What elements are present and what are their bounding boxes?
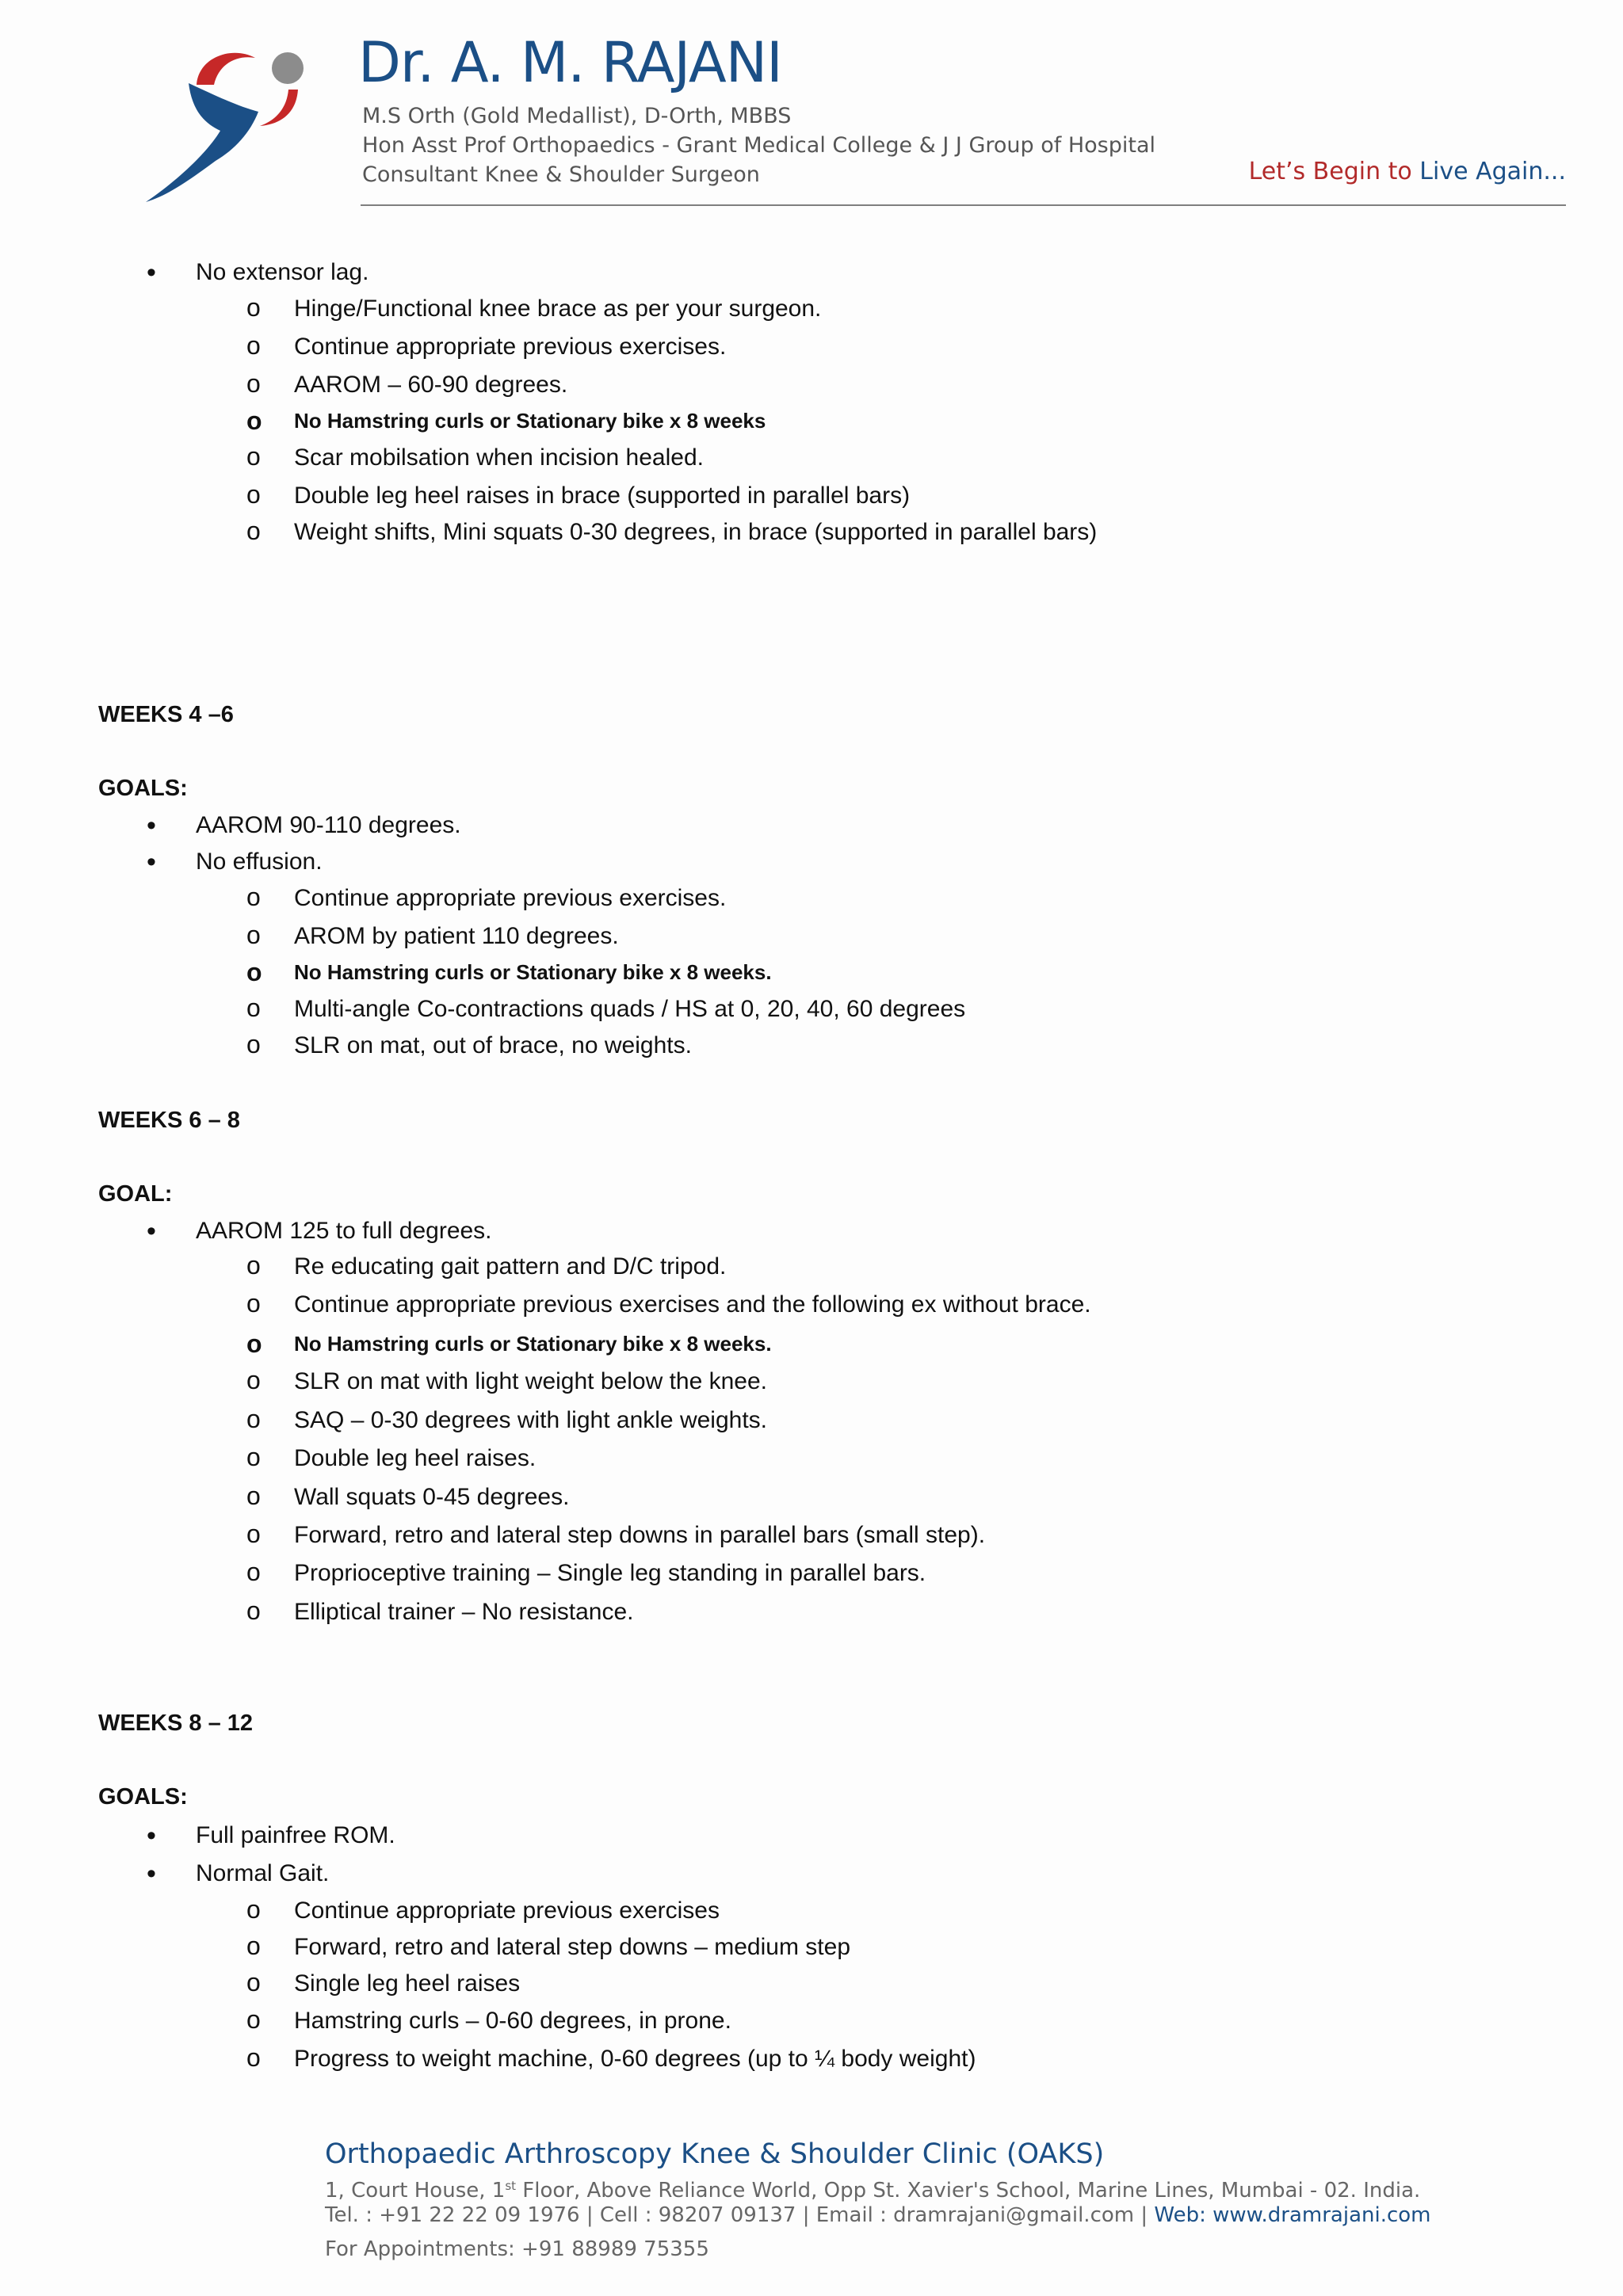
address-part: 1, Court House, 1 (325, 2179, 506, 2203)
exercise-item: o SAQ – 0-30 degrees with light ankle weights. (294, 1409, 767, 1432)
clinic-contact (325, 2205, 1431, 2225)
goal-bullet: • No effusion. (196, 850, 323, 874)
exercise-item: o Hinge/Functional knee brace as per your surgeon. (294, 297, 821, 321)
exercise-item-warning: o No Hamstring curls or Stationary bike x 8 weeks. (294, 962, 772, 982)
clinic-address (325, 2180, 1420, 2201)
exercise-item: o Scar mobilsation when incision healed. (294, 446, 704, 470)
exercise-item: o Double leg heel raises in brace (supported in parallel bars) (294, 484, 910, 508)
exercise-item: o Re educating gait pattern and D/C tripod. (294, 1255, 726, 1279)
tagline-part-2: Live Again... (1419, 158, 1566, 185)
clinic-name: Orthopaedic Arthroscopy Knee & Shoulder Clinic (OAKS) (325, 2138, 1105, 2170)
exercise-item: o Continue appropriate previous exercises (294, 1899, 720, 1923)
goal-bullet: • AAROM 90-110 degrees. (196, 814, 461, 837)
exercise-item: o Progress to weight machine, 0-60 degrees (up to ¼ body weight) (294, 2047, 976, 2071)
header-divider (361, 204, 1566, 206)
goal-bullet: • AAROM 125 to full degrees. (196, 1219, 492, 1243)
doctor-position: Hon Asst Prof Orthopaedics - Grant Medical College & J J Group of Hospital (362, 133, 1156, 158)
exercise-item: o SLR on mat, out of brace, no weights. (294, 1034, 692, 1058)
appointments-line: For Appointments: +91 88989 75355 (325, 2237, 709, 2261)
doctor-specialty: Consultant Knee & Shoulder Surgeon (362, 162, 760, 187)
contact-details: Tel. : +91 22 22 09 1976 | Cell : 98207 09137 | Email : dramrajani@gmail.com | (325, 2203, 1155, 2227)
goals-label: GOAL: (98, 1181, 173, 1207)
exercise-item: o SLR on mat with light weight below the knee. (294, 1370, 767, 1394)
goals-label: GOALS: (98, 1784, 188, 1810)
exercise-item: o Weight shifts, Mini squats 0-30 degrees, in brace (supported in parallel bars) (294, 521, 1097, 544)
exercise-item: o Forward, retro and lateral step downs – medium step (294, 1936, 850, 1959)
address-superscript: st (505, 2179, 517, 2193)
exercise-item: o Continue appropriate previous exercises and the following ex without brace. (294, 1293, 1091, 1317)
exercise-item: o Elliptical trainer – No resistance. (294, 1600, 634, 1624)
exercise-item: o Forward, retro and lateral step downs in parallel bars (small step). (294, 1524, 985, 1547)
exercise-item-warning: o No Hamstring curls or Stationary bike x 8 weeks. (294, 1333, 772, 1354)
section-heading: WEEKS 8 – 12 (98, 1711, 254, 1736)
exercise-item: o AAROM – 60-90 degrees. (294, 373, 567, 397)
exercise-item: o Continue appropriate previous exercises. (294, 335, 726, 359)
tagline (1249, 160, 1566, 184)
exercise-item: o Single leg heel raises (294, 1972, 520, 1996)
exercise-item: o Multi-angle Co-contractions quads / HS at 0, 20, 40, 60 degrees (294, 997, 965, 1021)
goal-bullet: • Full painfree ROM. (196, 1824, 395, 1848)
exercise-item: o Double leg heel raises. (294, 1447, 536, 1470)
doctor-name: Dr. A. M. RAJANI (358, 30, 782, 95)
tagline-part-1: Let’s Begin to (1248, 158, 1420, 185)
website-link[interactable]: Web: www.dramrajani.com (1154, 2203, 1431, 2227)
running-figure-logo-icon (143, 44, 349, 210)
exercise-item: o Continue appropriate previous exercises. (294, 887, 726, 910)
goal-bullet: • Normal Gait. (196, 1862, 329, 1886)
address-part: Floor, Above Reliance World, Opp St. Xavier's School, Marine Lines, Mumbai - 02. India. (516, 2179, 1421, 2203)
section-heading: WEEKS 4 –6 (98, 702, 234, 727)
exercise-item: o Wall squats 0-45 degrees. (294, 1486, 569, 1509)
goal-bullet: • No extensor lag. (196, 261, 369, 284)
exercise-item-warning: o No Hamstring curls or Stationary bike x 8 weeks (294, 410, 766, 431)
goals-label: GOALS: (98, 776, 188, 801)
section-heading: WEEKS 6 – 8 (98, 1108, 240, 1133)
exercise-item: o AROM by patient 110 degrees. (294, 925, 619, 948)
exercise-item: o Hamstring curls – 0-60 degrees, in prone. (294, 2009, 731, 2033)
doctor-qualifications: M.S Orth (Gold Medallist), D-Orth, MBBS (362, 104, 792, 128)
exercise-item: o Proprioceptive training – Single leg standing in parallel bars. (294, 1562, 926, 1585)
